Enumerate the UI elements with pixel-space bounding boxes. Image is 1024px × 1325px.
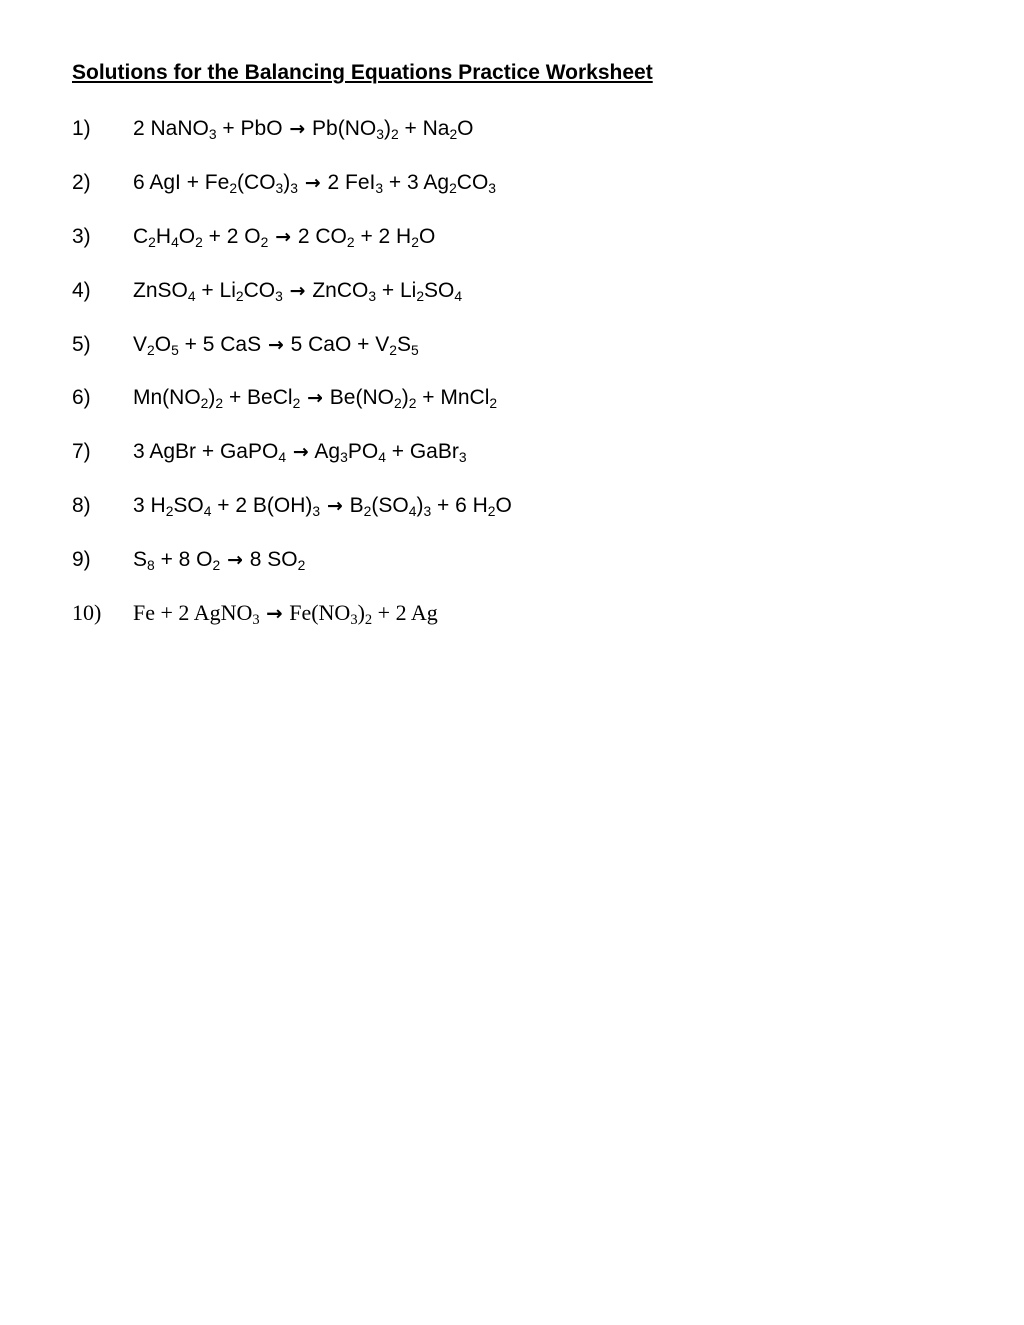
formula-text <box>283 279 289 302</box>
formula-text: Fe(NO <box>283 600 351 625</box>
subscript: 2 <box>364 612 373 629</box>
formula-text: O <box>178 225 196 248</box>
equation-text <box>133 383 497 414</box>
subscript: 4 <box>171 233 179 250</box>
formula-text: S <box>133 548 148 571</box>
subscript: 3 <box>312 502 321 519</box>
formula-text <box>268 225 274 248</box>
subscript: 2 <box>449 179 457 196</box>
subscript: 2 <box>489 394 498 411</box>
formula-text <box>286 440 292 463</box>
subscript: 3 <box>368 287 377 304</box>
equation-number: 4) <box>72 279 91 302</box>
formula-text: O <box>154 333 172 356</box>
formula-text: 8 SO <box>243 548 298 571</box>
formula-text <box>300 386 306 409</box>
subscript: 3 <box>376 125 384 142</box>
equation-text <box>133 598 438 631</box>
formula-text: 5 CaO + V <box>284 333 390 356</box>
formula-text: + MnCl <box>416 386 490 409</box>
subscript: 3 <box>275 179 284 196</box>
subscript: 3 <box>290 179 298 196</box>
subscript: 5 <box>410 341 419 358</box>
formula-text: + 2 H <box>354 225 412 248</box>
subscript: 2 <box>260 233 269 250</box>
equation-number: 2) <box>72 171 91 194</box>
subscript: 2 <box>393 394 402 411</box>
subscript: 2 <box>148 233 156 250</box>
formula-text: + 2 Ag <box>372 600 438 625</box>
formula-text: ) <box>401 386 409 409</box>
formula-text: O <box>457 117 474 140</box>
right-arrow-icon: → <box>289 280 306 302</box>
right-arrow-icon: → <box>289 118 306 140</box>
formula-text <box>320 494 326 517</box>
formula-text: C <box>133 225 149 248</box>
equation-text <box>133 276 462 307</box>
subscript: 2 <box>215 394 224 411</box>
subscript: 5 <box>171 341 179 358</box>
formula-text: 6 AgI + Fe <box>133 171 230 194</box>
equation-text <box>133 545 305 576</box>
subscript: 4 <box>187 287 196 304</box>
formula-text: + 6 H <box>431 494 488 517</box>
subscript: 4 <box>203 502 212 519</box>
subscript: 2 <box>165 502 174 519</box>
equation-text <box>133 437 467 468</box>
formula-text: ) <box>208 386 216 409</box>
subscript: 4 <box>278 448 287 465</box>
formula-text: (CO <box>237 171 276 194</box>
right-arrow-icon: → <box>292 441 309 463</box>
subscript: 2 <box>416 287 425 304</box>
formula-text <box>260 600 266 625</box>
formula-text: Be(NO <box>323 386 394 409</box>
formula-text: CO <box>456 171 489 194</box>
equation-number: 3) <box>72 225 91 248</box>
formula-text: ZnSO <box>133 279 188 302</box>
formula-text: ZnCO <box>306 279 369 302</box>
equation-text <box>133 168 496 199</box>
subscript: 3 <box>350 612 358 629</box>
right-arrow-icon: → <box>326 495 343 517</box>
subscript: 2 <box>292 394 301 411</box>
subscript: 2 <box>449 125 458 142</box>
formula-text: S <box>396 333 411 356</box>
subscript: 3 <box>375 179 384 196</box>
formula-text: ) <box>283 171 291 194</box>
subscript: 3 <box>488 179 497 196</box>
subscript: 2 <box>363 502 372 519</box>
subscript: 3 <box>208 125 217 142</box>
subscript: 4 <box>454 287 463 304</box>
formula-text: 2 CO <box>292 225 347 248</box>
equation-number: 8) <box>72 494 91 517</box>
formula-text: Ag <box>309 440 341 463</box>
subscript: 2 <box>229 179 238 196</box>
subscript: 2 <box>346 233 355 250</box>
formula-text: + 5 CaS <box>178 333 267 356</box>
subscript: 8 <box>147 556 155 573</box>
formula-text: O <box>418 225 436 248</box>
subscript: 2 <box>390 125 399 142</box>
equation-number: 6) <box>72 386 91 409</box>
subscript: 2 <box>411 233 419 250</box>
formula-text: 3 H <box>133 494 166 517</box>
equation-text <box>133 222 435 253</box>
formula-text: + PbO <box>216 117 289 140</box>
subscript: 3 <box>458 448 467 465</box>
formula-text: SO <box>424 279 455 302</box>
formula-text: 2 FeI <box>321 171 376 194</box>
subscript: 3 <box>340 448 348 465</box>
subscript: 2 <box>389 341 397 358</box>
right-arrow-icon: → <box>275 226 292 248</box>
subscript: 4 <box>408 502 417 519</box>
formula-text <box>298 171 304 194</box>
formula-text: 2 NaNO <box>133 117 209 140</box>
formula-text: H <box>155 225 172 248</box>
subscript: 2 <box>408 394 417 411</box>
formula-text: Fe + 2 AgNO <box>133 600 253 625</box>
formula-text: (SO <box>371 494 409 517</box>
equation-number: 1) <box>72 117 91 140</box>
page-title: Solutions for the Balancing Equations Practice Worksheet <box>72 61 653 84</box>
formula-text: ) <box>383 117 391 140</box>
formula-text: ) <box>357 600 365 625</box>
formula-text: + BeCl <box>223 386 293 409</box>
equation-number: 9) <box>72 548 91 571</box>
equation-number: 5) <box>72 333 91 356</box>
subscript: 3 <box>275 287 283 304</box>
formula-text <box>220 548 226 571</box>
equation-text <box>133 114 474 145</box>
formula-text: + GaBr <box>385 440 459 463</box>
subscript: 2 <box>195 233 203 250</box>
right-arrow-icon: → <box>266 602 283 625</box>
formula-text: PO <box>347 440 379 463</box>
formula-text: 3 AgBr + GaPO <box>133 440 279 463</box>
formula-text: + Li <box>195 279 236 302</box>
formula-text: ) <box>416 494 424 517</box>
right-arrow-icon: → <box>267 334 284 356</box>
subscript: 3 <box>252 612 260 629</box>
formula-text: + 2 O <box>202 225 261 248</box>
formula-text: + 2 B(OH) <box>211 494 313 517</box>
formula-text: V <box>133 333 148 356</box>
formula-text: + Li <box>376 279 417 302</box>
subscript: 2 <box>147 341 155 358</box>
formula-text: SO <box>173 494 204 517</box>
formula-text: + 3 Ag <box>383 171 450 194</box>
formula-text: B <box>343 494 364 517</box>
subscript: 2 <box>200 394 209 411</box>
equation-number: 7) <box>72 440 91 463</box>
equation-text <box>133 491 512 522</box>
subscript: 3 <box>423 502 432 519</box>
subscript: 2 <box>487 502 496 519</box>
formula-text: CO <box>243 279 276 302</box>
right-arrow-icon: → <box>227 549 243 571</box>
right-arrow-icon: → <box>307 387 323 409</box>
formula-text: + 8 O <box>154 548 213 571</box>
formula-text: + Na <box>398 117 450 140</box>
formula-text: O <box>495 494 512 517</box>
subscript: 2 <box>212 556 221 573</box>
formula-text: Pb(NO <box>306 117 377 140</box>
formula-text: Mn(NO <box>133 386 201 409</box>
equation-number: 10) <box>72 600 102 625</box>
subscript: 4 <box>378 448 386 465</box>
subscript: 2 <box>297 556 306 573</box>
equation-text <box>133 330 419 361</box>
right-arrow-icon: → <box>304 172 321 194</box>
subscript: 2 <box>235 287 244 304</box>
